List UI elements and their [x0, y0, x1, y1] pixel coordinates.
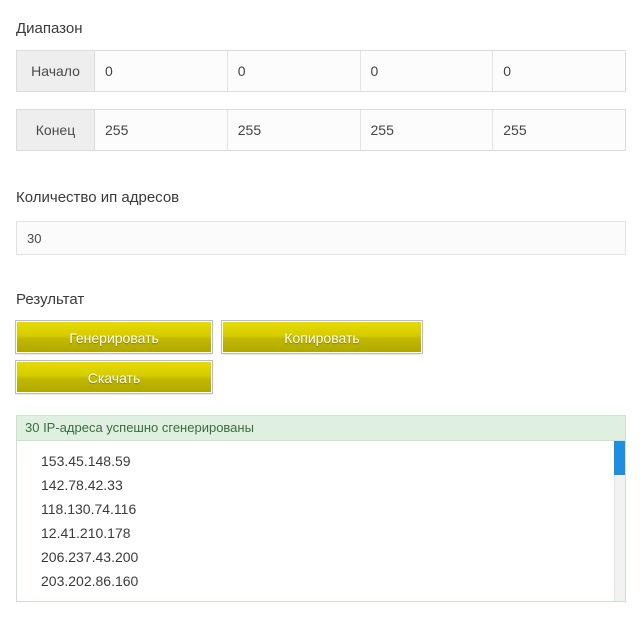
- ip-generator-page: [0, 20, 642, 644]
- copy-button[interactable]: Копировать: [222, 321, 422, 353]
- download-button[interactable]: Скачать: [16, 361, 212, 393]
- generate-button[interactable]: Генерировать: [16, 321, 212, 353]
- range-start-octet-2[interactable]: [228, 51, 361, 91]
- primary-button-row: [16, 321, 626, 353]
- list-item: 142.78.42.33: [41, 477, 123, 493]
- range-end-octet-1[interactable]: [95, 110, 228, 150]
- ip-list-scrollbar-thumb[interactable]: [614, 441, 625, 475]
- count-label: Количество ип адресов: [16, 189, 180, 206]
- list-item: 203.202.86.160: [41, 573, 139, 589]
- secondary-button-row: [16, 361, 626, 393]
- range-start-octet-1[interactable]: [95, 51, 228, 91]
- range-start-octet-4-input[interactable]: [503, 63, 625, 79]
- range-start-octet-3[interactable]: [361, 51, 494, 91]
- range-label: Диапазон: [16, 20, 83, 37]
- range-start-row: [16, 50, 626, 92]
- range-start-octet-3-input[interactable]: [371, 63, 493, 79]
- range-section: [16, 20, 626, 151]
- status-message: 30 IP-адреса успешно сгенерированы: [17, 416, 625, 441]
- range-end-octet-2-input[interactable]: [238, 122, 360, 138]
- count-input-wrapper[interactable]: [16, 221, 626, 255]
- range-start-tag: Начало: [17, 51, 95, 91]
- range-end-octet-3[interactable]: [361, 110, 494, 150]
- list-item: 118.130.74.116: [41, 501, 137, 517]
- range-end-row: [16, 109, 626, 151]
- range-end-tag: Конец: [17, 110, 95, 150]
- range-start-octet-4[interactable]: [493, 51, 625, 91]
- result-label: Результат: [16, 291, 85, 308]
- range-end-octet-4[interactable]: [493, 110, 625, 150]
- ip-list[interactable]: [17, 441, 625, 601]
- range-end-octet-4-input[interactable]: [503, 122, 625, 138]
- count-section: [16, 189, 626, 255]
- range-end-octet-2[interactable]: [228, 110, 361, 150]
- list-item: 153.45.148.59: [41, 453, 131, 469]
- count-input[interactable]: [27, 231, 625, 246]
- ip-list-scrollbar[interactable]: [614, 441, 625, 601]
- list-item: 12.41.210.178: [41, 525, 131, 541]
- output-panel: [16, 415, 626, 602]
- range-end-octet-1-input[interactable]: [105, 122, 227, 138]
- result-section: [16, 291, 626, 602]
- range-end-octet-3-input[interactable]: [371, 122, 493, 138]
- range-start-octet-1-input[interactable]: [105, 63, 227, 79]
- list-item: 206.237.43.200: [41, 549, 139, 565]
- range-start-octet-2-input[interactable]: [238, 63, 360, 79]
